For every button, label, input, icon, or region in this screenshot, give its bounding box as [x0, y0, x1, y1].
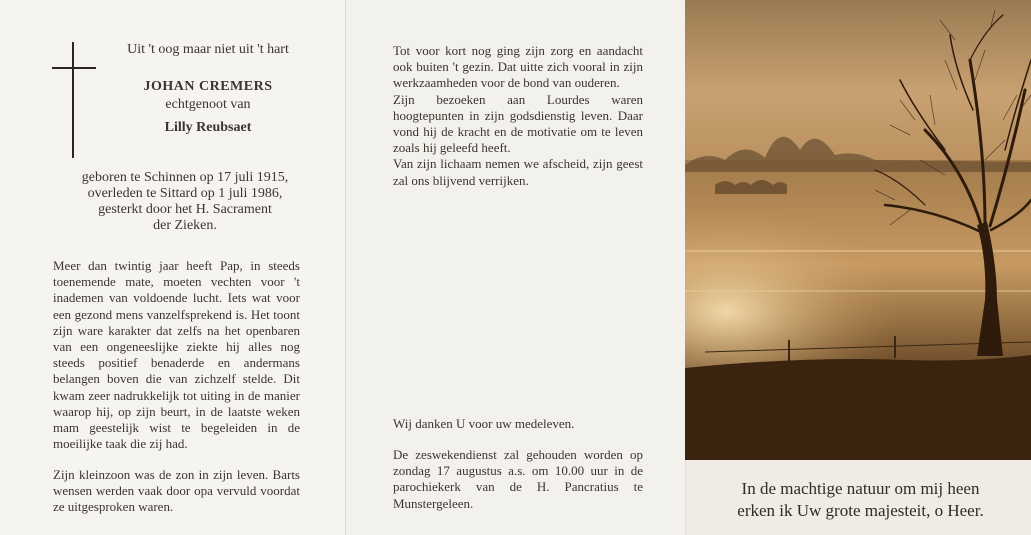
care-paragraph: Tot voor kort nog ging zijn zorg en aandacht ook buiten 't gezin. Dat uitte zich vooral in zijn werkzaamheden voor de bond van ouderen.	[393, 43, 643, 91]
birth-death-block	[40, 170, 330, 234]
farewell-paragraph: Van zijn lichaam nemen we afscheid, zijn geest zal ons blijvend verrijken.	[393, 156, 643, 188]
lourdes-paragraph: Zijn bezoeken aan Lourdes waren hoogtepunten in zijn godsdienstig leven. Daar vond hij de kracht en de motivatie om te leven zoals hij geleefd heeft.	[393, 91, 643, 156]
biography-paragraph: Meer dan twintig jaar heeft Pap, in steeds toenemende mate, moeten vechten voor 't inademen van voldoende lucht. Iets wat voor een gezond mens vanzelfsprekend is. Het toont zijn ware karakter dat zelfs na het openbaren van een ongeneeslijke ziekte hij alles nog steeds positief benaderde en andermans belangen boven die van zichzelf stelde. Dit kwam zeer nadrukkelijk tot uiting in de manier waarop hij, op zijn beurt, in de laatste weken mam geestelijk wist te begeleiden in de moeilijke taak die zij had.	[53, 258, 300, 452]
flooded-landscape-photo	[685, 0, 1031, 460]
middle-text-block	[393, 43, 643, 189]
photo-image	[685, 0, 1031, 460]
spouse-label: echtgenoot van	[165, 97, 251, 112]
motto: Uit 't oog maar niet uit 't hart	[127, 42, 289, 57]
spouse-name: Lilly Reubsaet	[164, 120, 252, 135]
sacrament-line: gesterkt door het H. Sacrament	[98, 202, 272, 217]
death-line: overleden te Sittard op 1 juli 1986,	[87, 186, 283, 201]
caption-line: erken ik Uw grote majesteit, o Heer.	[737, 501, 984, 520]
birth-line: geboren te Schinnen op 17 juli 1915,	[81, 170, 289, 185]
thanks-text: Wij danken U voor uw medeleven.	[393, 416, 575, 431]
deceased-name: JOHAN CREMERS	[143, 79, 273, 94]
service-announcement: De zeswekendienst zal gehouden worden op zondag 17 augustus a.s. om 10.00 uur in de parochiekerk van de H. Pancratius te Munstergeleen.	[393, 447, 643, 511]
fold-line	[345, 0, 346, 535]
caption-line: In de machtige natuur om mij heen	[741, 479, 980, 498]
caption-verse	[690, 478, 1031, 522]
grandson-paragraph: Zijn kleinzoon was de zon in zijn leven. Barts wensen werden vaak door opa vervuld voordat ze uitgesproken waren.	[53, 467, 300, 515]
sacrament-line-end: der Zieken.	[153, 218, 217, 233]
